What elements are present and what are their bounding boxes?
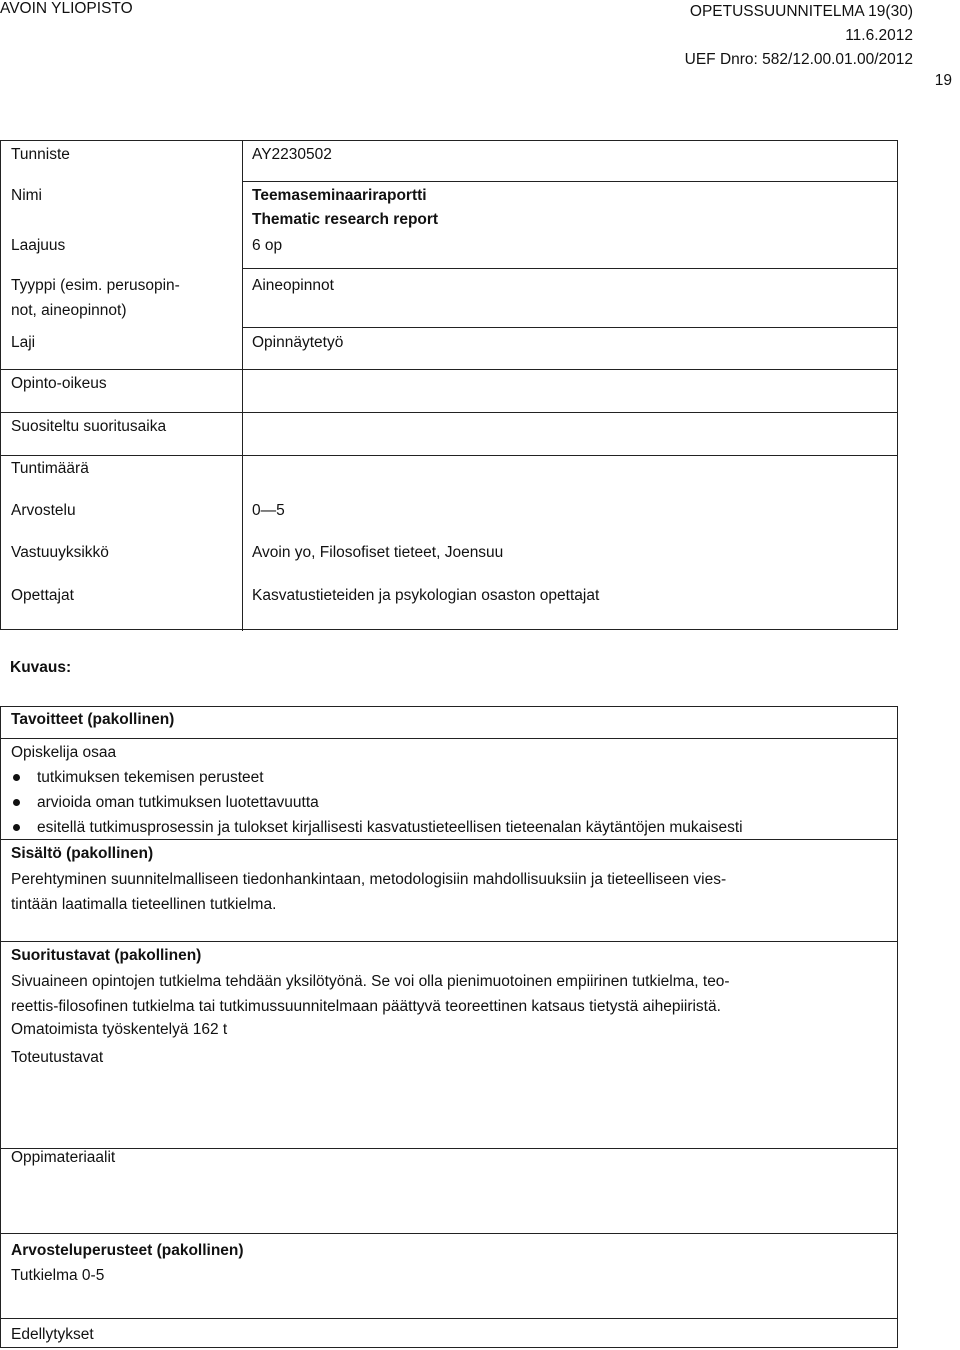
tyyppi-label-line2: not, aineopinnot) (11, 302, 127, 319)
bullet-icon (13, 774, 20, 781)
page-number: 19 (934, 72, 952, 89)
course-info-table (0, 140, 898, 630)
laajuus-label: Laajuus (11, 237, 66, 254)
arvostelu-value: 0—5 (252, 502, 285, 519)
row-divider (243, 268, 898, 269)
row-divider (1, 369, 898, 370)
laji-label: Laji (11, 334, 36, 351)
tuntimaara-label: Tuntimäärä (11, 460, 89, 477)
document-reference: UEF Dnro: 582/12.00.01.00/2012 (684, 51, 913, 68)
section-divider (1, 738, 898, 739)
row-divider (1, 412, 898, 413)
nimi-label: Nimi (11, 187, 42, 204)
laajuus-value: 6 op (252, 237, 283, 254)
sisalto-text-line1: Perehtyminen suunnitelmalliseen tiedonhankintaan, metodologisiin mahdollisuuksiin ja tieteelliseen vies- (11, 871, 727, 888)
row-divider (243, 181, 898, 182)
laji-value: Opinnäytetyö (252, 334, 344, 351)
nimi-value-en: Thematic research report (252, 211, 439, 228)
row-divider (1, 455, 898, 456)
row-divider (243, 327, 898, 328)
suoritustavat-text-line2: reettis-filosofinen tutkielma tai tutkimussuunnitelmaan päättyvä teoreettinen katsaus tietystä aihepiiristä. (11, 998, 721, 1015)
tyyppi-value: Aineopinnot (252, 277, 334, 294)
toteutustavat-heading: Toteutustavat (11, 1049, 104, 1066)
section-divider (1, 1233, 898, 1234)
document-title: OPETUSSUUNNITELMA 19(30) (689, 3, 913, 20)
tunniste-label: Tunniste (11, 146, 70, 163)
column-divider (242, 141, 243, 631)
tavoitteet-item: esitellä tutkimusprosessin ja tulokset kirjallisesti kasvatustieteellisen tieteenalan käytäntöjen mukaisesti (37, 819, 743, 836)
oppimateriaalit-heading: Oppimateriaalit (11, 1149, 116, 1166)
section-divider (1, 1148, 898, 1149)
document-date: 11.6.2012 (845, 27, 913, 44)
tavoitteet-item: arvioida oman tutkimuksen luotettavuutta (37, 794, 319, 811)
sisalto-heading: Sisältö (pakollinen) (11, 845, 154, 862)
description-box (0, 706, 898, 1348)
kuvaus-heading: Kuvaus: (10, 659, 72, 676)
tavoitteet-item: tutkimuksen tekemisen perusteet (37, 769, 264, 786)
tyyppi-label-line1: Tyyppi (esim. perusopin- (11, 277, 180, 294)
opettajat-value: Kasvatustieteiden ja psykologian osaston opettajat (252, 587, 600, 604)
section-divider (1, 941, 898, 942)
opettajat-label: Opettajat (11, 587, 74, 604)
vastuuyksikko-value: Avoin yo, Filosofiset tieteet, Joensuu (252, 544, 504, 561)
document-header-info (685, 0, 913, 72)
tavoitteet-heading: Tavoitteet (pakollinen) (11, 711, 175, 728)
bullet-icon (13, 799, 20, 806)
opinto-oikeus-label: Opinto-oikeus (11, 375, 107, 392)
tavoitteet-intro: Opiskelija osaa (11, 744, 117, 761)
nimi-value-fi: Teemaseminaariraportti (252, 187, 427, 204)
edellytykset-heading: Edellytykset (11, 1326, 94, 1343)
vastuuyksikko-label: Vastuuyksikkö (11, 544, 109, 561)
suoritustavat-text-line3: Omatoimista työskentelyä 162 t (11, 1021, 228, 1038)
suoritustavat-text-line1: Sivuaineen opintojen tutkielma tehdään yksilötyönä. Se voi olla pienimuotoinen empiirinen tutkielma, teo- (11, 973, 730, 990)
arvosteluperusteet-heading: Arvosteluperusteet (pakollinen) (11, 1242, 244, 1259)
arvostelu-label: Arvostelu (11, 502, 76, 519)
tunniste-value: AY2230502 (252, 146, 332, 163)
suoritustavat-heading: Suoritustavat (pakollinen) (11, 947, 202, 964)
suoritusaika-label: Suositeltu suoritusaika (11, 418, 167, 435)
organization-name: AVOIN YLIOPISTO (0, 0, 133, 17)
section-divider (1, 1318, 898, 1319)
sisalto-text-line2: tintään laatimalla tieteellinen tutkielma. (11, 896, 277, 913)
arvosteluperusteet-value: Tutkielma 0-5 (11, 1267, 105, 1284)
bullet-icon (13, 824, 20, 831)
